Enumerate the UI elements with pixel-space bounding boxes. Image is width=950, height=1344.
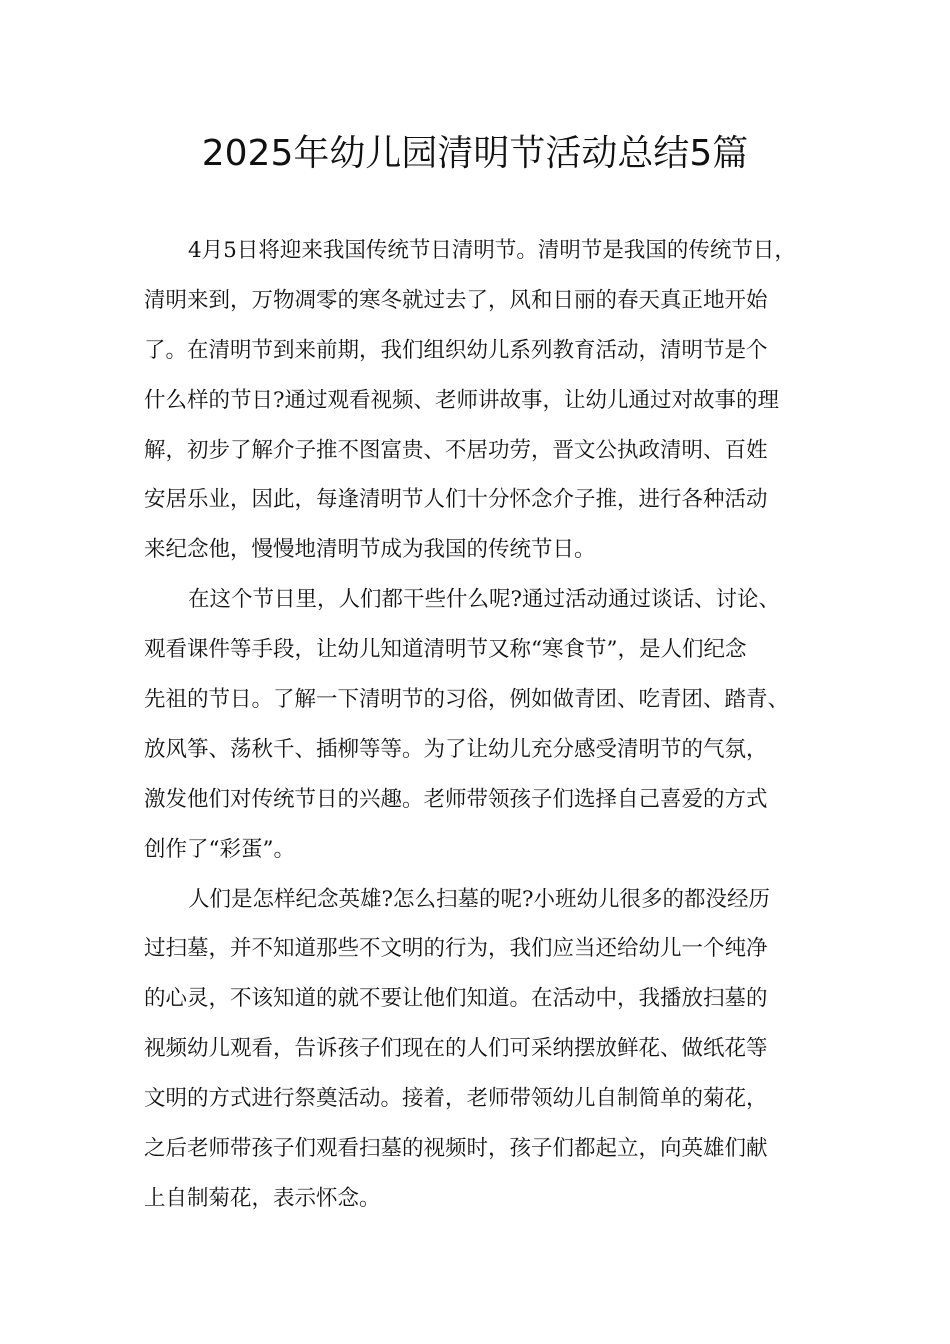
paragraph-line: 先祖的节日。了解一下清明节的习俗，例如做青团、吃青团、踏青、 [144, 687, 790, 713]
document-title: 2025年幼儿园清明节活动总结5篇 [201, 133, 749, 174]
paragraph-line: 创作了“彩蛋”。 [144, 836, 295, 862]
paragraph-line: 的心灵，不该知道的就不要让他们知道。在活动中，我播放扫墓的 [144, 986, 768, 1012]
paragraph-line: 人们是怎样纪念英雄?怎么扫墓的呢?小班幼儿很多的都没经历 [188, 886, 771, 912]
document-body [144, 226, 834, 1224]
paragraph-line: 过扫墓，并不知道那些不文明的行为，我们应当还给幼儿一个纯净 [144, 936, 768, 962]
paragraph-line: 来纪念他，慢慢地清明节成为我国的传统节日。 [144, 537, 596, 563]
paragraph-line: 上自制菊花，表示怀念。 [144, 1185, 381, 1211]
paragraph-line: 清明来到，万物凋零的寒冬就过去了，风和日丽的春天真正地开始 [144, 287, 768, 313]
paragraph-1 [144, 226, 834, 575]
paragraph-line: 在这个节日里，人们都干些什么呢?通过活动通过谈话、讨论、 [188, 587, 781, 613]
paragraph-line: 什么样的节日?通过观看视频、老师讲故事，让幼儿通过对故事的理 [144, 387, 780, 413]
paragraph-line: 观看课件等手段，让幼儿知道清明节又称“寒食节”，是人们纪念 [144, 637, 747, 663]
paragraph-line: 激发他们对传统节日的兴趣。老师带领孩子们选择自己喜爱的方式 [144, 786, 768, 812]
paragraph-2 [144, 575, 834, 874]
paragraph-line: 放风筝、荡秋千、插柳等等。为了让幼儿充分感受清明节的气氛， [144, 736, 768, 762]
paragraph-line: 视频幼儿观看，告诉孩子们现在的人们可采纳摆放鲜花、做纸花等 [144, 1036, 768, 1062]
paragraph-line: 安居乐业，因此，每逢清明节人们十分怀念介子推，进行各种活动 [144, 487, 768, 513]
paragraph-line: 文明的方式进行祭奠活动。接着，老师带领幼儿自制简单的菊花， [144, 1086, 768, 1112]
paragraph-line: 之后老师带孩子们观看扫墓的视频时，孩子们都起立，向英雄们献 [144, 1136, 768, 1162]
paragraph-line: 解，初步了解介子推不图富贵、不居功劳，晋文公执政清明、百姓 [144, 437, 768, 463]
paragraph-line: 了。在清明节到来前期，我们组织幼儿系列教育活动，清明节是个 [144, 337, 768, 363]
paragraph-3 [144, 875, 834, 1224]
paragraph-line: 4月5日将迎来我国传统节日清明节。清明节是我国的传统节日， [188, 238, 796, 263]
